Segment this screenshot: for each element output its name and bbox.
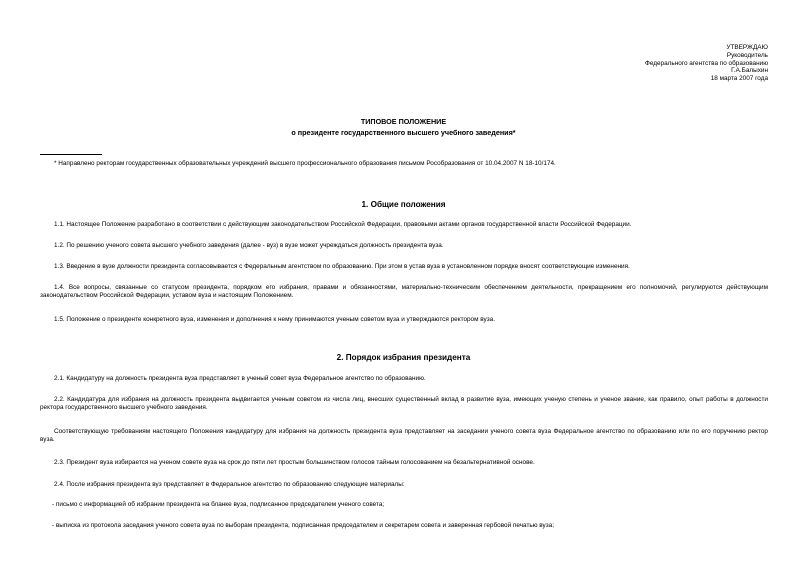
document-title: ТИПОВОЕ ПОЛОЖЕНИЕ — [360, 117, 447, 126]
paragraph-2-3: 2.3. Президент вуза избирается на ученом совете вуза на срок до пяти лет простым большинством голосов тайным голосованием на безальтернативной основе. — [54, 459, 535, 466]
paragraph-2-4: 2.4. После избрания президента вуз представляет в Федеральное агентство по образованию следующие материалы: — [54, 481, 405, 488]
paragraph-1-1: 1.1. Настоящее Положение разработано в соответствии с действующим законодательством Российской Федерации, правовыми актами органов государственной власти Российской Федерации. — [54, 221, 632, 228]
approval-date: 18 марта 2007 года — [710, 75, 768, 83]
paragraph-1-4: 1.4. Все вопросы, связанные со статусом президента, порядком его избрания, правами и обязанностями, материально-техническим обеспечением деятельности, прекращением его полномочий, регулируются действующим законодательством Российской Федерации, уставом вуза и настоящим Положением. — [40, 284, 768, 299]
approval-label: УТВЕРЖДАЮ — [726, 44, 768, 51]
document-subtitle: о президенте государственного высшего учебного заведения* — [291, 128, 516, 137]
paragraph-1-2: 1.2. По решению ученого совета высшего учебного заведения (далее - вуз) в вузе может учреждаться должность президента вуза. — [54, 242, 444, 249]
paragraph-2-1: 2.1. Кандидатуру на должность президента вуза представляет в ученый совет вуза Федеральное агентство по образованию. — [54, 375, 426, 382]
paragraph-2-2-cont: Соответствующую требованиям настоящего Положения кандидатуру для избрания на должность президента вуза представляет на заседании ученого совета вуза Федеральное агентство по образованию или по его поручению ректор вуза. — [40, 428, 768, 443]
paragraph-2-2: 2.2. Кандидатура для избрания на должность президента выдвигается ученым советом из числа лиц, внесших существенный вклад в развитие вуза, имеющих ученую степень и ученое звание, как правило, опыт работы в должности ректора государственного высшего учебного заведения. — [40, 396, 768, 411]
paragraph-1-3: 1.3. Введение в вузе должности президента согласовывается с Федеральным агентством по образованию. При этом в устав вуза в установленном порядке вносят соответствующие изменения. — [54, 263, 630, 270]
section-heading-general: 1. Общие положения — [361, 200, 446, 209]
approval-block — [645, 44, 768, 83]
approval-signatory: Г.А.Балыхин — [731, 67, 768, 75]
approval-position: Руководитель — [726, 51, 768, 59]
section-heading-election: 2. Порядок избрания президента — [336, 353, 471, 362]
footnote: * Направлено ректорам государственных образовательных учреждений высшего профессионального образования письмом Рособразования от 10.04.2007 N 18-10/174. — [54, 160, 556, 167]
paragraph-1-5: 1.5. Положение о президенте конкретного вуза, изменения и дополнения к нему принимаются ученым советом вуза и утверждаются ректором вуза. — [54, 316, 495, 323]
list-item-protocol: - выписка из протокола заседания ученого совета вуза по выборам президента, подписанная председателем и секретарем совета и заверенная гербовой печатью вуза; — [52, 522, 554, 529]
footnote-divider — [40, 154, 102, 155]
list-item-letter: - письмо с информацией об избрании президента на бланке вуза, подписанное председателем ученого совета; — [52, 501, 385, 508]
approval-agency: Федерального агентства по образованию — [644, 59, 768, 67]
